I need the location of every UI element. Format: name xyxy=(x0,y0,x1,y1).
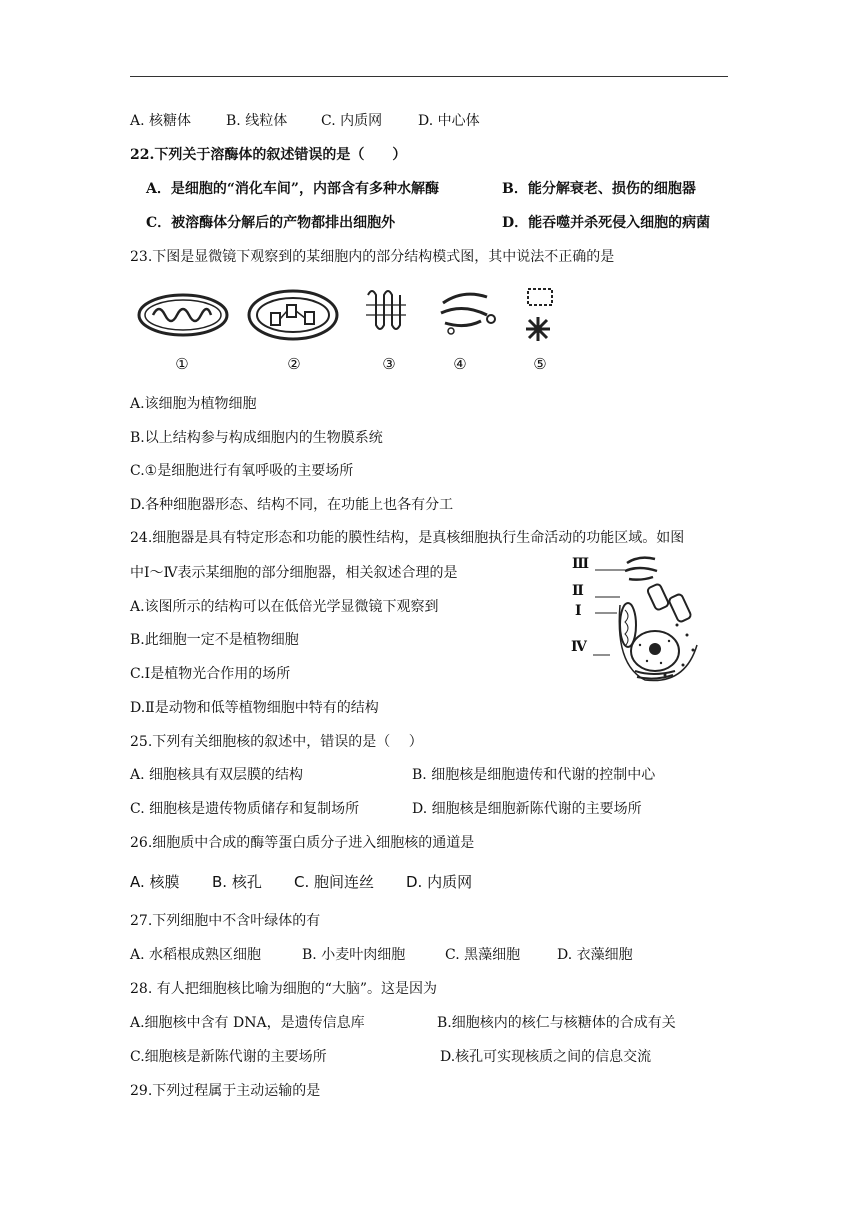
option-a: A. 核糖体 xyxy=(130,113,192,129)
q23-option-d: D.各种细胞器形态、结构不同，在功能上也各有分工 xyxy=(130,497,454,513)
q28-option-c: C.细胞核是新陈代谢的主要场所 xyxy=(130,1049,327,1065)
q22-option-a: A．是细胞的“消化车间”，内部含有多种水解酶 xyxy=(146,181,439,197)
q24-option-a: A.该图所示的结构可以在低倍光学显微镜下观察到 xyxy=(130,599,439,615)
label-1: ① xyxy=(175,355,189,373)
q24-stem-line1: 24.细胞器是具有特定形态和功能的膜性结构，是真核细胞执行生命活动的功能区域。如图 xyxy=(130,530,685,546)
golgi-diagram xyxy=(435,285,505,355)
q28-option-b: B.细胞核内的核仁与核糖体的合成有关 xyxy=(437,1015,676,1031)
option-c: C. 内质网 xyxy=(321,113,383,129)
chloroplast-diagram xyxy=(245,285,345,355)
label-3: ③ xyxy=(382,355,396,373)
q27-stem: 27.下列细胞中不含叶绿体的有 xyxy=(130,913,321,929)
option-d: D. 中心体 xyxy=(418,113,480,129)
option-a: A. 核膜 xyxy=(130,873,180,891)
q23-stem: 23.下图是显微镜下观察到的某细胞内的部分结构模式图，其中说法不正确的是 xyxy=(130,249,615,265)
label-I: Ⅰ xyxy=(575,603,582,619)
label-II: Ⅱ xyxy=(572,583,584,599)
q25-option-b: B. 细胞核是细胞遗传和代谢的控制中心 xyxy=(412,767,656,783)
option-b: B. 核孔 xyxy=(212,873,262,891)
label-5: ⑤ xyxy=(533,355,547,373)
q24-option-b: B.此细胞一定不是植物细胞 xyxy=(130,632,299,648)
option-c: C. 黑藻细胞 xyxy=(445,947,521,963)
cell-diagram xyxy=(565,555,705,685)
option-d: D. 内质网 xyxy=(406,873,473,891)
q26-options xyxy=(130,872,472,892)
q28-option-a: A.细胞核中含有 DNA，是遗传信息库 xyxy=(130,1015,365,1031)
q24-stem-line2: 中Ⅰ～Ⅳ表示某细胞的部分细胞器，相关叙述合理的是 xyxy=(130,565,458,581)
q24-option-d: D.Ⅱ是动物和低等植物细胞中特有的结构 xyxy=(130,700,379,716)
label-2: ② xyxy=(287,355,301,373)
q25-stem: 25.下列有关细胞核的叙述中，错误的是（ ） xyxy=(130,734,423,750)
q26-stem: 26.细胞质中合成的酶等蛋白质分子进入细胞核的通道是 xyxy=(130,835,475,851)
option-b: B. 线粒体 xyxy=(226,113,288,129)
q21-options xyxy=(130,111,480,131)
centrosome-diagram xyxy=(508,285,568,355)
q24-option-c: C.Ⅰ是植物光合作用的场所 xyxy=(130,666,291,682)
option-b: B. 小麦叶肉细胞 xyxy=(302,947,406,963)
label-4: ④ xyxy=(453,355,467,373)
q22-stem: 22.下列关于溶酶体的叙述错误的是（ ） xyxy=(130,147,407,163)
q25-option-d: D. 细胞核是细胞新陈代谢的主要场所 xyxy=(412,801,642,817)
q23-option-b: B.以上结构参与构成细胞内的生物膜系统 xyxy=(130,430,383,446)
header-rule xyxy=(130,76,728,77)
mitochondrion-diagram xyxy=(135,285,235,355)
q28-stem: 28. 有人把细胞核比喻为细胞的“大脑”。这是因为 xyxy=(130,981,438,997)
q28-option-d: D.核孔可实现核质之间的信息交流 xyxy=(440,1049,652,1065)
endoplasmic-reticulum-diagram xyxy=(362,285,412,355)
option-c: C. 胞间连丝 xyxy=(294,873,375,891)
q27-options xyxy=(130,945,633,965)
q23-option-a: A.该细胞为植物细胞 xyxy=(130,396,257,412)
q22-option-c: C．被溶酶体分解后的产物都排出细胞外 xyxy=(146,215,396,231)
q25-option-a: A. 细胞核具有双层膜的结构 xyxy=(130,767,304,783)
option-d: D. 衣藻细胞 xyxy=(557,947,633,963)
q23-option-c: C.①是细胞进行有氧呼吸的主要场所 xyxy=(130,463,354,479)
label-III: Ⅲ xyxy=(572,556,590,572)
option-a: A. 水稻根成熟区细胞 xyxy=(130,947,262,963)
q22-option-b: B．能分解衰老、损伤的细胞器 xyxy=(502,181,696,197)
cell-organelle-figure xyxy=(565,555,705,685)
organelle-figure xyxy=(130,285,570,380)
q29-stem: 29.下列过程属于主动运输的是 xyxy=(130,1083,321,1099)
label-IV: Ⅳ xyxy=(571,639,587,655)
q25-option-c: C. 细胞核是遗传物质储存和复制场所 xyxy=(130,801,360,817)
q22-option-d: D．能吞噬并杀死侵入细胞的病菌 xyxy=(502,215,711,231)
